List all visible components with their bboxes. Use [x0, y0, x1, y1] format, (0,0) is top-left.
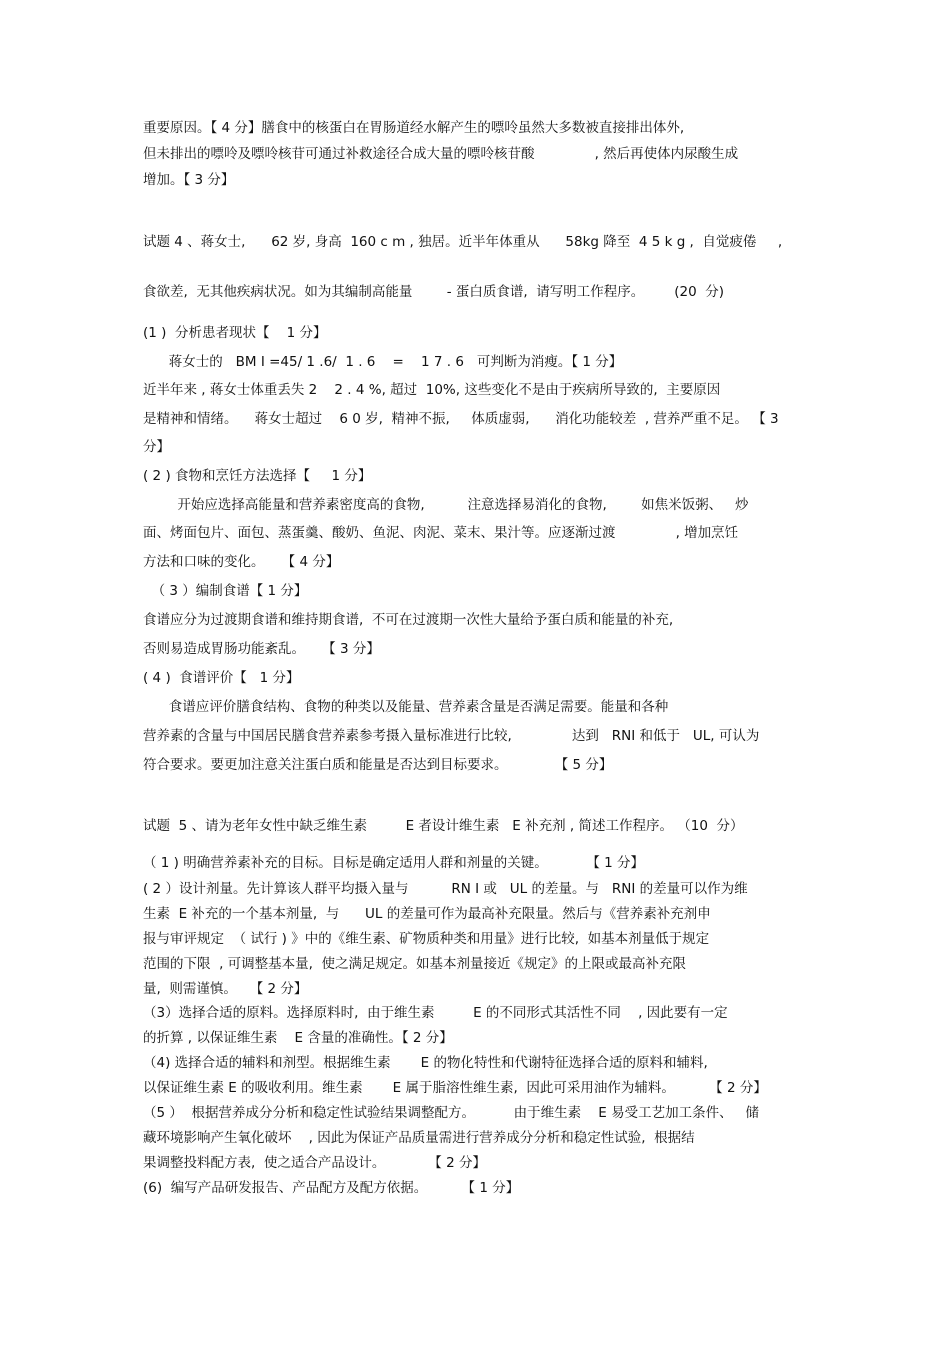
text-line: 藏环境影响产生氧化破坏 , 因此为保证产品质量需进行营养成分分析和稳定性试验, 根据结 — [143, 1130, 695, 1146]
text-line: 食欲差, 无其他疾病状况。如为其编制高能量 - 蛋白质食谱, 请写明工作程序。 (20 分) — [143, 284, 725, 300]
text-line: 范围的下限 , 可调整基本量, 使之满足规定。如基本剂量接近《规定》的上限或最高补充限 — [143, 956, 687, 972]
text-line: 报与审评规定 （ 试行 ) 》中的《维生素、矿物质种类和用量》进行比较, 如基本剂量低于规定 — [143, 931, 710, 947]
text-line: 试题 4 、蒋女士, 62 岁, 身高 160 c m , 独居。近半年体重从 58kg 降至 4 5 k g , 自觉疲倦 , — [143, 234, 783, 250]
text-line: 的折算 , 以保证维生素 E 含量的准确性。【 2 分】 — [143, 1030, 453, 1046]
text-line: 重要原因。【 4 分】膳食中的核蛋白在胃肠道经水解产生的嘌呤虽然大多数被直接排出体外, — [143, 120, 685, 136]
text-line: 开始应选择高能量和营养素密度高的食物, 注意选择易消化的食物, 如焦米饭粥、 炒 — [143, 497, 749, 513]
text-line: （5 ） 根据营养成分分析和稳定性试验结果调整配方。 由于维生素 E 易受工艺加工条件、 储 — [143, 1105, 759, 1121]
text-line: （4) 选择合适的辅料和剂型。根据维生素 E 的物化特性和代谢特征选择合适的原料和辅料, — [143, 1055, 708, 1071]
text-line: （ 3 ）编制食谱【 1 分】 — [143, 583, 308, 599]
text-line: 增加。【 3 分】 — [143, 172, 235, 188]
text-line: 近半年来 , 蒋女士体重丢失 2 2 . 4 %, 超过 10%, 这些变化不是由于疾病所导致的, 主要原因 — [143, 382, 721, 398]
text-line: 面、烤面包片、面包、蒸蛋羹、酸奶、鱼泥、肉泥、菜末、果汁等。应逐渐过渡 , 增加烹饪 — [143, 525, 739, 541]
text-line: (6) 编写产品研发报告、产品配方及配方依据。 【 1 分】 — [143, 1180, 520, 1196]
text-line: ( 2 ) 食物和烹饪方法选择【 1 分】 — [143, 468, 372, 484]
text-line: 否则易造成胃肠功能紊乱。 【 3 分】 — [143, 641, 380, 657]
text-line: 但未排出的嘌呤及嘌呤核苷可通过补救途径合成大量的嘌呤核苷酸 , 然后再使体内尿酸生成 — [143, 146, 739, 162]
text-line: 量, 则需谨慎。 【 2 分】 — [143, 981, 308, 997]
text-line: 蒋女士的 BM I =45/ 1 .6/ 1 . 6 = 1 7 . 6 可判断为消瘦。【 1 分】 — [143, 354, 623, 370]
text-line: 试题 5 、请为老年女性中缺乏维生素 E 者设计维生素 E 补充剂 , 简述工作程序。 （10 分） — [143, 818, 744, 834]
text-line: 果调整投料配方表, 使之适合产品设计。 【 2 分】 — [143, 1155, 486, 1171]
text-line: （3）选择合适的原料。选择原料时, 由于维生素 E 的不同形式其活性不同 , 因此要有一定 — [143, 1005, 728, 1021]
text-line: 营养素的含量与中国居民膳食营养素参考摄入量标准进行比较, 达到 RNI 和低于 UL, 可认为 — [143, 728, 760, 744]
text-line: （ 1 ) 明确营养素补充的目标。目标是确定适用人群和剂量的关键。 【 1 分】 — [143, 855, 645, 871]
text-line: 食谱应分为过渡期食谱和维持期食谱, 不可在过渡期一次性大量给予蛋白质和能量的补充, — [143, 612, 674, 628]
text-line: 符合要求。要更加注意关注蛋白质和能量是否达到目标要求。 【 5 分】 — [143, 757, 613, 773]
text-line: (1 ) 分析患者现状【 1 分】 — [143, 325, 327, 341]
text-line: ( 2 ）设计剂量。先计算该人群平均摄入量与 RN I 或 UL 的差量。与 RNI 的差量可以作为维 — [143, 881, 748, 897]
text-line: 以保证维生素 E 的吸收利用。维生素 E 属于脂溶性维生素, 因此可采用油作为辅料。 【 2 分】 — [143, 1080, 767, 1096]
text-line: ( 4 ) 食谱评价【 1 分】 — [143, 670, 300, 686]
text-line: 生素 E 补充的一个基本剂量, 与 UL 的差量可作为最高补充限量。然后与《营养素补充剂申 — [143, 906, 711, 922]
text-line: 方法和口味的变化。 【 4 分】 — [143, 554, 340, 570]
text-line: 分】 — [143, 439, 170, 455]
text-line: 食谱应评价膳食结构、食物的种类以及能量、营养素含量是否满足需要。能量和各种 — [143, 699, 669, 715]
text-line: 是精神和情绪。 蒋女士超过 6 0 岁, 精神不振, 体质虚弱, 消化功能较差 , 营养严重不足。 【 3 — [143, 411, 779, 427]
